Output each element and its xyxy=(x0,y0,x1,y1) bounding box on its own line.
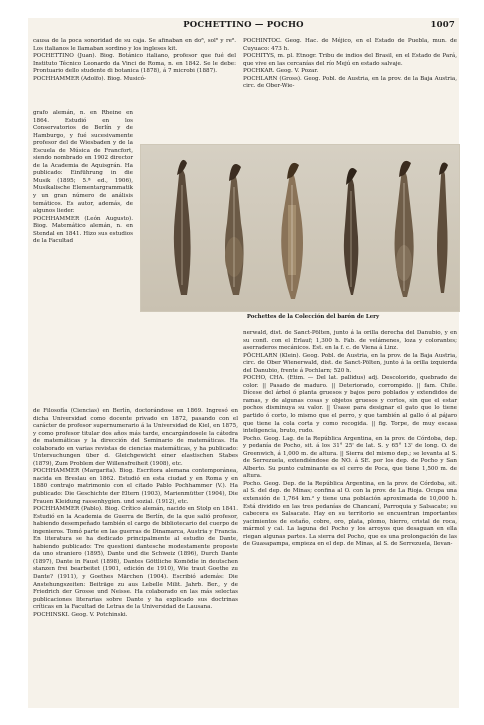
entry-pochhammer-pablo: POCHHAMMER (Pablo). Biog. Crítico alemán, nacido en Stolp en 1841. Estudió en la Academia de Guerra de Berlín, de la que salió profesor, habiendo desempeñado también el cargo de bibliotecario del cuerpo de ingenieros. Tomó parte en las guerras de Dinamarca, Austria y Francia. En literatura se ha dedicado principalmente al estudio de Dante, habiendo publicado: Tre questioni dantesche modestamente proposte da uno straniero (1895), Dante und die Schweiz (1896), Durch Dante (1897), Dante in Faust (1898), Dantes Göttliche Komödie in deutschen stanzen frei bearbeitet (1901, edición de 1910), Wie traut Goethe zu Dante? (1911), y Goethes Märchen (1904). Escribió además: Die Anstehungszeiten: Beiträge zu aus Lebelle Milit. Jahrb. Ber., y de Friedrich der Grosse und Neisse. Ha colaborado en las más selectas publicaciones literarias sobre Dante y ha explicado sus doctrinas críticas en la Facultad de Letras de la Universidad de Lausana. xyxy=(33,506,238,611)
running-header xyxy=(28,20,459,34)
entry-sordino-tail: causa de la poca sonoridad de su caja. Se afinaban en do⁸, sol⁸ y re⁸. Los italianos le llamaban sordino y los ingleses kit. xyxy=(33,38,236,52)
entry-pocho-cha: POCHO, CHA. (Etim. — Del lat. pallidus) adj. Descolorido, quebrado de color. || Pasado de maduro. || Deteriorado, corrompido. || fam. Chile. Dícese del árbol ó planta gruesos y bajos pero poblados y extendidos de ramas, y de algunas cosas y objetos gruesos y cortos, sin que el estar pochos disminuya su valor. || Úsase para designar el gato que lo tiene partido ó corto, lo mismo que el perro, y que también al gallo ó al pájaro que tiene la cola corta y como recogida. || fig. Torpe, de muy escasa inteligencia, bruto, rudo. xyxy=(243,375,457,435)
entry-pochlarn-gross-end: nerwald, dist. de Sanct-Pölten, junto á la orilla derecha del Danubio, y en su confl. con el Erlauf; 1,300 h. Fab. de velámenes, loza y colorantes; aserraderos mecánicos. Est. en la f. c. de Viena á Linz. xyxy=(243,330,457,352)
dictionary-page xyxy=(28,18,459,708)
entry-pochhammer-margarita: POCHHAMMER (Margarita). Biog. Escritora alemana contemporánea, nacida en Breslau en 1862. Estudió en esta ciudad y en Roma y en 1880 contrajo matrimonio con el citado Pablo Pochhammer (V.). Ha publicado: Die Geschichte der Eltern (1903), Marienmütter (1904), Die Frauen Kleidung rassenhygien. und sozial. (1912), etc. xyxy=(33,468,238,505)
photo-caption: Pochettes de la Colección del barón de Lery xyxy=(246,314,380,320)
entry-pochkar: POCHKAR. Geog. V. Pozar. xyxy=(243,68,319,75)
right-column-top xyxy=(243,38,457,91)
entry-pochinski: POCHINSKI. Geog. V. Potchinski. xyxy=(33,611,128,618)
entry-pochhammer-adolfo-start: POCHHAMMER (Adolfo). Biog. Musicó- xyxy=(33,75,146,82)
header-title: POCHETTINO — POCHO xyxy=(183,20,304,30)
entry-pochintoc: POCHINTOC. Geog. Hac. de Méjico, en el Estado de Puebla, mun. de Cuyuaco: 473 h. xyxy=(243,38,457,52)
entry-pochhammer-leon-body: de Filosofía (Ciencias) en Berlín, doctorándose en 1869. Ingresó en dicha Universidad como docente privado en 1872, pasando con el carácter de profesor supernumerario á la Universidad de Kiel, en 1875, y como profesor titular dos años más tarde, encargándosele la cátedra de matemáticas y la dirección del Seminario de matemáticas. Ha colaborado en varias revistas de ciencias matemáticas, y ha publicado: Untersuchungen über d. Gleichgewicht einer elastischen Stabes (1879), Zum Problem der Willensfreiheit (1908), etc. xyxy=(33,408,238,467)
entry-pochhammer-adolfo-body: grafo alemán, n. en Rheine en 1864. Estudió en los Conservatorios de Berlín y de Hamburgo, y fué sucesivamente profesor del de Wiesbaden y de la Escuela de Música de Francfort, siendo nombrado en 1902 director de la Academia de Aquisgrán. Ha publicado: Einführung in die Musik (1895; 5.ª ed., 1906), Musikalische Elementargrammatik y un gran número de análisis temáticos. Es autor, además, de algunos lieder. xyxy=(33,110,133,215)
pochettes-photograph xyxy=(140,144,460,312)
entry-pochlarn-klein: PÖCHLARN (Klein). Geog. Pobl. de Austria, en la prov. de la Baja Austria, circ. de Ober Wienerwald, dist. de Sanct-Pölten, junto á la orilla izquierda del Danubio, frente á Pochlarn; 520 h. xyxy=(243,352,457,374)
entry-pochettino: POCHETTINO (Juan). Biog. Botánico italiano, profesor que fué del Instituto Técnico Leonardo da Vinci de Roma, n. en 1842. Se le debe: Prontuario dello studente di botanica (1878), á 7 microbi (1887). xyxy=(33,53,236,75)
left-column-lower xyxy=(33,408,238,619)
left-narrow-column xyxy=(33,110,133,246)
left-column-top xyxy=(33,38,236,83)
page-number: 1007 xyxy=(430,20,455,30)
pochettes-illustration xyxy=(141,145,459,311)
entry-pochhammer-leon-start: POCHHAMMER (León Augusto). Biog. Matemático alemán, n. en Stendal en 1841. Hizo sus estudios de la Facultad xyxy=(33,215,133,245)
entry-pochlarn-gross-start: POCHLARN (Gross). Geog. Pobl. de Austria, en la prov. de la Baja Austria, circ. de Ober-Wie- xyxy=(243,75,457,90)
entry-pocho-lag: Pocho. Geog. Lag. de la República Argentina, en la prov. de Córdoba, dep. y pedanía de Pocho, sit. á los 31° 25' de lat. S. y 65° 13' de long. O. de Greenwich, á 1,000 m. de altura. || Sierra del mismo dep.; se levanta al S. de Serrezuela, extendiéndose de NO. á SE. por los dep. de Pocho y San Alberto. Su punto culminante es el cerro de Poca, que tiene 1,500 m. de altura. xyxy=(243,435,457,480)
entry-pocho-dep: Pocho. Geog. Dep. de la República Argentina, en la prov. de Córdoba, sit. al S. del dep. de Minas; confina al O. con la prov. de La Rioja. Ocupa una extensión de 1,764 km.² y tiene una población aproximada de 10,000 h. Está dividido en las tres pedanías de Chancaní, Parroquia y Salsacate; su cabecera es Salsacate. Hay en su territorio se encuentran importantes yacimientos de estaño, cobre, oro, plata, plomo, hierro, cristal de roca, mármol y cal. La laguna del Pocho y los arroyos que desaguan en ella riegan algunas partes. La sierra del Pocho, que es una prolongación de las de Guasapampa, empieza en el dep. de Minas, al S. de Serrezuela, llevan- xyxy=(243,480,457,548)
right-column-lower xyxy=(243,330,457,549)
entry-pochitys: POCHITYS, m. pl. Etnogr. Tribu de indios del Brasil, en el Estado de Pará, que vive en las cercanías del río Mejú en estado salvaje. xyxy=(243,53,457,67)
